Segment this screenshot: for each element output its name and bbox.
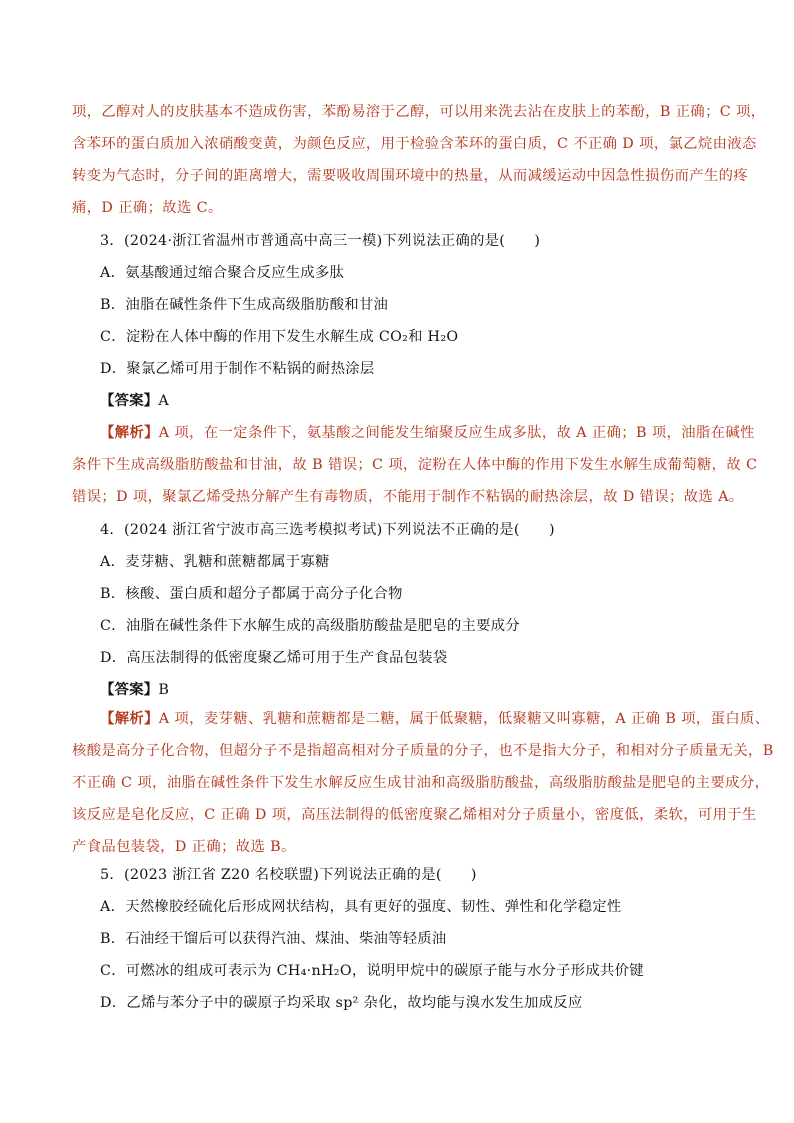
- intro-line: 项，乙醇对人的皮肤基本不造成伤害，苯酚易溶于乙醇，可以用来洗去沾在皮肤上的苯酚，B 正确；C 项，: [72, 104, 766, 120]
- question-4-stem: 4．(2024 浙江省宁波市高三选考模拟考试)下列说法不正确的是( ): [100, 522, 555, 538]
- analysis-line: 条件下生成高级脂肪酸盐和甘油，故 B 错误；C 项，淀粉在人体中酶的作用下发生水解生成葡萄糖，故 C: [72, 457, 758, 473]
- intro-line: 转变为气态时，分子间的距离增大，需要吸收周围环境中的热量，从而减缓运动中因急性损伤而产生的疼: [72, 168, 749, 184]
- question-4-option-d: D．高压法制得的低密度聚乙烯可用于生产食品包装袋: [100, 650, 448, 666]
- question-3-option-b: B．油脂在碱性条件下生成高级脂肪酸和甘油: [100, 297, 389, 313]
- intro-line: 痛，D 正确；故选 C。: [72, 200, 223, 216]
- question-3-answer: [100, 385, 169, 417]
- analysis-line: 产食品包装袋，D 正确；故选 B。: [72, 839, 296, 855]
- question-4-option-b: B．核酸、蛋白质和超分子都属于高分子化合物: [100, 586, 403, 602]
- answer-value: B: [158, 682, 170, 698]
- analysis-text: A 项，麦芽糖、乳糖和蔗糖都是二糖，属于低聚糖，低聚糖又叫寡糖，A 正确 B 项，蛋白质、: [158, 711, 770, 727]
- answer-value: A: [158, 393, 170, 409]
- question-5-option-d: D．乙烯与苯分子中的碳原子均采取 sp² 杂化，故均能与溴水发生加成反应: [100, 995, 583, 1011]
- analysis-line: 错误；D 项，聚氯乙烯受热分解产生有毒物质，不能用于制作不粘锅的耐热涂层，故 D 错误；故选 A。: [72, 489, 744, 505]
- analysis-line: 该反应是皂化反应，C 正确 D 项，高压法制得的低密度聚乙烯相对分子质量小，密度低，柔软，可用于生: [72, 807, 757, 823]
- analysis-line: [72, 417, 755, 449]
- answer-label: 【答案】: [100, 393, 159, 409]
- question-4-analysis: [72, 703, 774, 863]
- question-4-option-c: C．油脂在碱性条件下水解生成的高级脂肪酸盐是肥皂的主要成分: [100, 618, 520, 634]
- question-3-option-a: A．氨基酸通过缩合聚合反应生成多肽: [100, 265, 345, 281]
- question-3-option-c: C．淀粉在人体中酶的作用下发生水解生成 CO₂和 H₂O: [100, 329, 459, 345]
- question-5-option-a: A．天然橡胶经硫化后形成网状结构，具有更好的强度、韧性、弹性和化学稳定性: [100, 899, 622, 915]
- analysis-line: 核酸是高分子化合物，但超分子不是指超高相对分子质量的分子，也不是指大分子，和相对分子质量无关，B: [72, 743, 774, 759]
- question-3-option-d: D．聚氯乙烯可用于制作不粘锅的耐热涂层: [100, 361, 375, 377]
- answer-label: 【答案】: [100, 682, 159, 698]
- intro-line: 含苯环的蛋白质加入浓硝酸变黄，为颜色反应，用于检验含苯环的蛋白质，C 不正确 D 项，氯乙烷由液态: [72, 136, 757, 152]
- question-5-option-c: C．可燃冰的组成可表示为 CH₄·nH₂O，说明甲烷中的碳原子能与水分子形成共价键: [100, 963, 644, 979]
- question-3-stem: 3．(2024·浙江省温州市普通高中高三一模)下列说法正确的是( ): [100, 233, 541, 249]
- analysis-text: A 项，在一定条件下，氨基酸之间能发生缩聚反应生成多肽，故 A 正确；B 项，油脂在碱性: [158, 425, 755, 441]
- intro-explanation: [72, 96, 766, 224]
- analysis-line: 不正确 C 项，油脂在碱性条件下发生水解反应生成甘油和高级脂肪酸盐，高级脂肪酸盐是肥皂的主要成分，: [72, 775, 770, 791]
- question-5-stem: 5．(2023 浙江省 Z20 名校联盟)下列说法正确的是( ): [100, 867, 477, 883]
- question-5-option-b: B．石油经干馏后可以获得汽油、煤油、柴油等轻质油: [100, 931, 447, 947]
- analysis-line: [72, 703, 770, 735]
- question-3-analysis: [72, 417, 758, 513]
- question-4-answer: [100, 674, 169, 706]
- question-4-option-a: A．麦芽糖、乳糖和蔗糖都属于寡糖: [100, 554, 330, 570]
- analysis-label: 【解析】: [100, 711, 159, 727]
- analysis-label: 【解析】: [100, 425, 159, 441]
